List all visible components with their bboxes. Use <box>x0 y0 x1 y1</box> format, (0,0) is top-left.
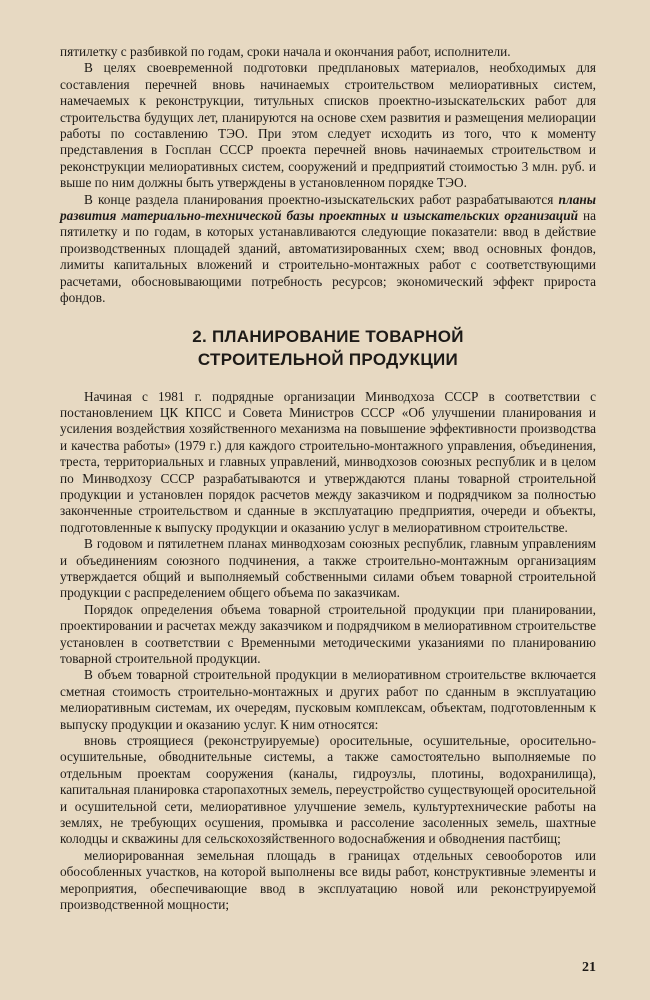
page-number: 21 <box>582 960 596 975</box>
section-heading-line2: СТРОИТЕЛЬНОЙ ПРОДУКЦИИ <box>197 349 459 369</box>
paragraph-plans-italic: планы развития материально-технической базы проектных и изыскательских организаций <box>60 191 596 224</box>
list-item: вновь строящиеся (реконструируемые) оросительные, осушительные, оросительно-осушительные, обводнительные системы, а также самостоятельно выполняемые по отдельным проектам сооружения (каналы, гидроузлы, плотины, водохранилища), капитальная планировка старопахотных земель, переустройство существующей оросительной и осушительной сети, мелиоративное улучшение земель, культуртехнические работы на землях, не требующих осушения, промывка и рассоление засоленных земель, шахтные колодцы и скважины для сельскохозяйственного водоснабжения и обводнения пастбищ; <box>60 733 596 847</box>
paragraph-section-2: В годовом и пятилетнем планах минводхозам союзных республик, главным управлениям и объединениям союзного подчинения, а также строительно-монтажным организациям утверждается общий и выполняемый собственными силами объем товарной строительной продукции с распределением общего объема по заказчикам. <box>60 536 596 601</box>
paragraph-plans-before: В конце раздела планирования проектно-изыскательских работ разрабатываются <box>84 191 559 207</box>
paragraph-section-3: Порядок определения объема товарной строительной продукции при планировании, проектировании и расчетах между заказчиком и подрядчиком в мелиоративном строительстве установлен в соответствии с Временными методическими указаниями по планированию товарной строительной продукции. <box>60 601 596 666</box>
paragraph-continuation: пятилетку с разбивкой по годам, сроки начала и окончания работ, исполнители. <box>60 44 511 59</box>
section-heading-line1: 2. ПЛАНИРОВАНИЕ ТОВАРНОЙ <box>192 326 464 346</box>
paragraph-teo: В целях своевременной подготовки предплановых материалов, необходимых для составления перечней вновь начинаемых строительством мелиоративных систем, намечаемых к реконструкции, титульных списков проектно-изыскательских работ для строительства будущих лет, планируются на основе схем развития и размещения мелиорации работы по составлению ТЭО. При этом следует исходить из того, что к моменту представления в Госплан СССР проекта перечней вновь начинаемых строительством и реконструкции мелиоративных систем, сооружений и предприятий стоимостью 3 млн. руб. и выше по ним должны быть утверждены в установленном порядке ТЭО. <box>60 60 596 191</box>
section-heading <box>60 325 596 371</box>
paragraph-section-1: Начиная с 1981 г. подрядные организации Минводхоза СССР в соответствии с постановлением ЦК КПСС и Совета Министров СССР «Об улучшении планирования и усиления воздействия хозяйственного механизма на повышение эффективности производства и качества работы» (1979 г.) для каждого строительно-монтажного управления, объединения, треста, территориальных и главных управлений, минводхозов союзных республик и в целом по Минводхозу СССР разрабатываются и утверждаются планы товарной строительной продукции и установлен порядок расчетов между заказчиком и подрядчиком за полностью законченные строительством и сданные в эксплуатацию предприятия, очереди и объекты, подготовленные к выпуску продукции и оказанию услуг в мелиоративном строительстве. <box>60 388 596 535</box>
list-item: мелиорированная земельная площадь в границах отдельных севооборотов или обособленных участков, на которой выполнены все виды работ, конструктивные элементы и мероприятия, обеспечивающие ввод в эксплуатацию новой или реконструируемой производственной мощности; <box>60 847 596 913</box>
paragraph-plans-after: на пятилетку и по годам, в которых устанавливаются следующие показатели: ввод в действие производственных площадей зданий, автоматизированных схем; ввод основных фондов, лимиты капитальных вложений и строительно-монтажных работ с соответствующими расчетами, обосновывающими потребность ресурсов; экономический эффект прироста фондов. <box>60 208 597 306</box>
paragraph-section-4: В объем товарной строительной продукции в мелиоративном строительстве включается сметная стоимость строительно-монтажных и других работ по сданным в эксплуатацию мелиоративным системам, их очередям, пусковым комплексам, объектам, подготовленным к выпуску продукции и оказанию услуг. К ним относятся: <box>60 667 596 732</box>
paragraph-plans <box>60 192 596 307</box>
